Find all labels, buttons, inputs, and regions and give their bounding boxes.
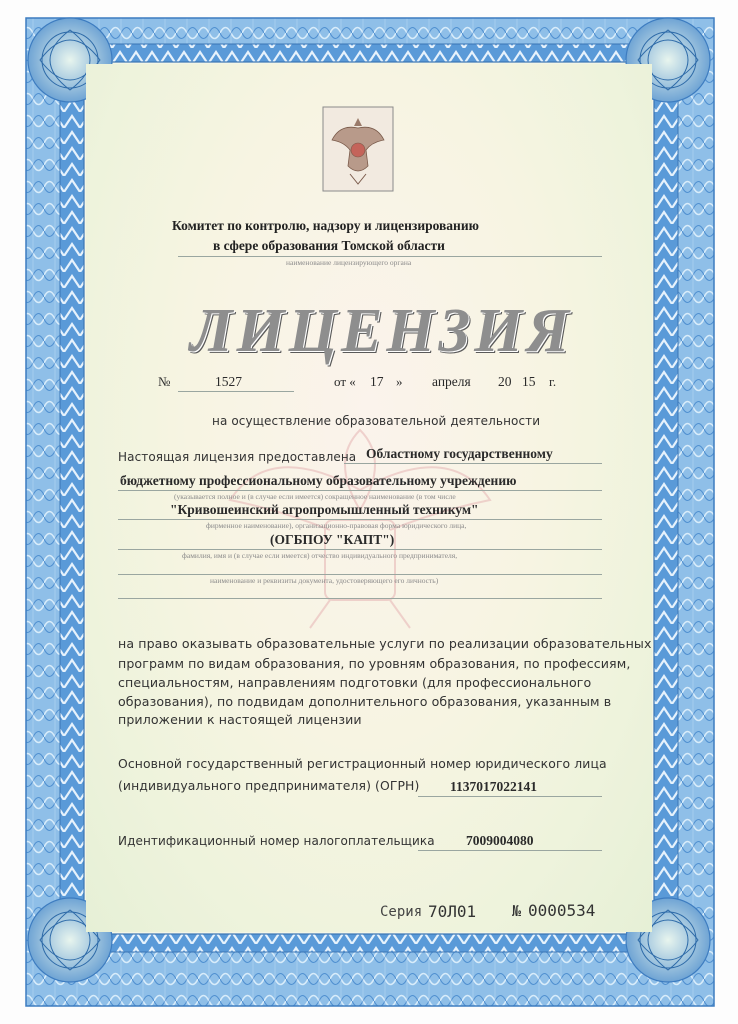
number-sign: № — [158, 374, 171, 389]
grantee-caption-3: фамилия, имя и (в случае если имеется) отчество индивидуального предпринимателя, — [182, 551, 458, 560]
license-number: 1527 — [215, 374, 242, 389]
grantee-name-part2: бюджетному профессиональному образовательному учреждению — [120, 473, 517, 488]
ogrn-label-line2: (индивидуального предпринимателя) (ОГРН) — [118, 778, 420, 793]
form-number: 0000534 — [528, 901, 596, 920]
grantee-caption-1: (указывается полное и (в случае если имеется) сокращенное наименование (в том числе — [174, 492, 456, 501]
issuer-name-line1: Комитет по контролю, надзору и лицензированию — [172, 218, 479, 233]
document-title: ЛИЦЕНЗИЯ — [190, 297, 574, 365]
issuer-caption: наименование лицензирующего органа — [286, 258, 412, 267]
date-close-quote: » — [396, 374, 403, 389]
grantee-underline-2 — [118, 490, 602, 491]
rights-line-3: специальностям, направлениям подготовки (для профессионального — [118, 675, 592, 690]
grantee-intro: Настоящая лицензия предоставлена — [118, 450, 357, 464]
inn-label: Идентификационный номер налогоплательщика — [118, 834, 435, 848]
rights-line-1: на право оказывать образовательные услуги по реализации образовательных — [118, 636, 652, 651]
grantee-name-part1: Областному государственному — [366, 446, 553, 461]
grantee-caption-4: наименование и реквизиты документа, удостоверяющего его личность) — [210, 576, 439, 585]
grantee-underline-4 — [118, 549, 602, 550]
grantee-underline-3 — [118, 519, 602, 520]
issuer-underline — [178, 256, 602, 257]
coat-of-arms-icon — [322, 106, 394, 192]
rights-line-5: приложении к настоящей лицензии — [118, 712, 362, 727]
grantee-underline-1 — [344, 463, 602, 464]
date-year-abbr: г. — [549, 374, 557, 389]
series-label: Серия — [380, 904, 423, 920]
date-month: апреля — [432, 374, 471, 389]
ogrn-label-line1: Основной государственный регистрационный номер юридического лица — [118, 756, 607, 771]
inn-value: 7009004080 — [466, 833, 534, 848]
rights-line-4: образования), по подвидам дополнительного образования, указанным в — [118, 694, 612, 709]
form-number-sign: № — [512, 902, 522, 920]
grantee-underline-6 — [118, 598, 602, 599]
date-year-suffix: 15 — [522, 374, 536, 389]
grantee-underline-5 — [118, 574, 602, 575]
rights-line-2: программ по видам образования, по уровням образования, по профессиям, — [118, 656, 631, 671]
ogrn-underline — [418, 796, 602, 797]
date-day: 17 — [370, 374, 384, 389]
inn-underline — [418, 850, 602, 851]
number-underline — [178, 391, 294, 392]
ogrn-value: 1137017022141 — [450, 779, 538, 794]
license-purpose: на осуществление образовательной деятельности — [212, 414, 541, 428]
issuer-name-line2: в сфере образования Томской области — [213, 238, 445, 253]
date-year-prefix: 20 — [498, 374, 512, 389]
series-value: 70Л01 — [428, 902, 477, 921]
grantee-abbreviation: (ОГБПОУ "КАПТ") — [270, 532, 395, 547]
grantee-name-part3: "Кривошеинский агропромышленный техникум" — [170, 502, 479, 517]
grantee-caption-2: фирменное наименование), организационно-правовая форма юридического лица, — [206, 521, 467, 530]
date-prefix: от « — [334, 374, 356, 389]
